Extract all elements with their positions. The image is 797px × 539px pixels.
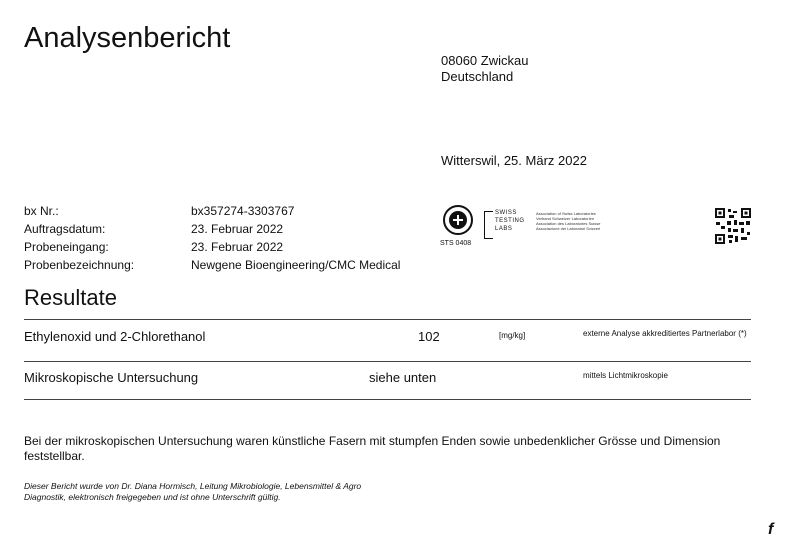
result-name: Mikroskopische Untersuchung <box>24 370 199 385</box>
address-line: 08060 Zwickau <box>441 53 529 68</box>
result-note: externe Analyse akkreditiertes Partnerlabor (*) <box>583 329 747 338</box>
qr-code-icon <box>714 207 752 245</box>
meta-value-probeneingang: 23. Februar 2022 <box>191 240 284 254</box>
table-divider <box>24 319 751 320</box>
association-text <box>536 211 600 231</box>
corner-mark: f <box>768 521 774 538</box>
stl-word: LABS <box>495 226 513 232</box>
place-date: Witterswil, 25. März 2022 <box>441 153 587 168</box>
report-title: Analysenbericht <box>24 22 231 54</box>
meta-label-bx-nr: bx Nr.: <box>24 204 59 218</box>
table-divider <box>24 361 751 362</box>
results-heading: Resultate <box>24 285 117 310</box>
association-line: Associazione dei Laboratori Svizzeri <box>536 226 601 231</box>
stl-word: SWISS <box>495 210 517 216</box>
result-name: Ethylenoxid und 2-Chlorethanol <box>24 329 206 344</box>
result-value: siehe unten <box>369 370 437 385</box>
address-line: Deutschland <box>441 69 514 84</box>
swiss-cross-icon <box>443 205 473 235</box>
signature-note: Dieser Bericht wurde von Dr. Diana Hormisch, Leitung Mikrobiologie, Lebensmittel & Agro Diagnostik, elektronisch freigegeben und ist ohne Unterschrift gültig. <box>24 481 362 502</box>
meta-value-bx-nr: bx357274-3303767 <box>191 204 295 218</box>
result-note: mittels Lichtmikroskopie <box>583 371 668 380</box>
meta-value-auftragsdatum: 23. Februar 2022 <box>191 222 284 236</box>
result-value: 102 <box>418 329 440 344</box>
table-divider <box>24 399 751 400</box>
meta-label-probenbezeichnung: Probenbezeichnung: <box>24 258 135 272</box>
meta-value-probenbezeichnung: Newgene Bioengineering/CMC Medical <box>191 258 401 272</box>
swiss-testing-labs-logo <box>484 207 532 241</box>
association-line: Verband Schweizer Laboratorien <box>536 216 595 221</box>
sts-code: STS 0408 <box>440 240 472 247</box>
recipient-address <box>441 53 528 85</box>
meta-label-probeneingang: Probeneingang: <box>24 240 109 254</box>
finding-paragraph: Bei der mikroskopischen Untersuchung waren künstliche Fasern mit stumpfen Enden sowie unbedenklicher Grösse und Dimension feststellbar. <box>24 434 721 463</box>
sts-accreditation-logo <box>441 205 475 253</box>
result-unit: [mg/kg] <box>499 331 526 340</box>
stl-word: TESTING <box>495 218 525 224</box>
association-line: Association des Laboratoires Suisse <box>536 221 601 226</box>
association-line: Association of Swiss Laboratories <box>536 211 596 216</box>
meta-label-auftragsdatum: Auftragsdatum: <box>24 222 106 236</box>
